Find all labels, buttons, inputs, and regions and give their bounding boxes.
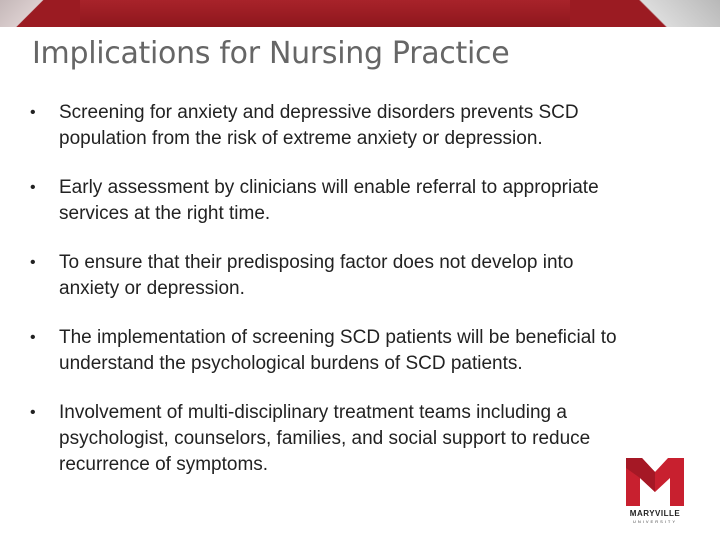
logo-subtitle: UNIVERSITY <box>632 519 677 524</box>
bullet-text: The implementation of screening SCD patients will be beneficial to understand the psychological burdens of SCD patients. <box>59 327 617 374</box>
bullet-text: Screening for anxiety and depressive disorders prevents SCD population from the risk of extreme anxiety or depression. <box>59 102 579 149</box>
bullet-text: Involvement of multi-disciplinary treatment teams including a psychologist, counselors, families, and social support to reduce recurrence of symptoms. <box>59 402 591 475</box>
bullet-item <box>30 250 620 302</box>
bullet-text: To ensure that their predisposing factor does not develop into anxiety or depression. <box>59 252 574 299</box>
bullet-list <box>30 100 620 501</box>
header-bar <box>0 0 720 27</box>
logo-name: MARYVILLE <box>629 509 681 518</box>
bullet-item <box>30 400 620 478</box>
bullet-item <box>30 325 620 377</box>
bullet-item <box>30 175 620 227</box>
slide-title: Implications for Nursing Practice <box>32 36 510 71</box>
bullet-dot: • <box>30 329 36 346</box>
bullet-item <box>30 100 620 152</box>
header-facet-right <box>570 0 720 27</box>
bullet-dot: • <box>30 179 36 196</box>
bullet-dot: • <box>30 404 36 421</box>
header-band <box>80 0 570 27</box>
bullet-text: Early assessment by clinicians will enable referral to appropriate services at the right time. <box>59 177 599 224</box>
header-facet-left <box>0 0 80 27</box>
bullet-dot: • <box>30 254 36 271</box>
bullet-dot: • <box>30 104 36 121</box>
